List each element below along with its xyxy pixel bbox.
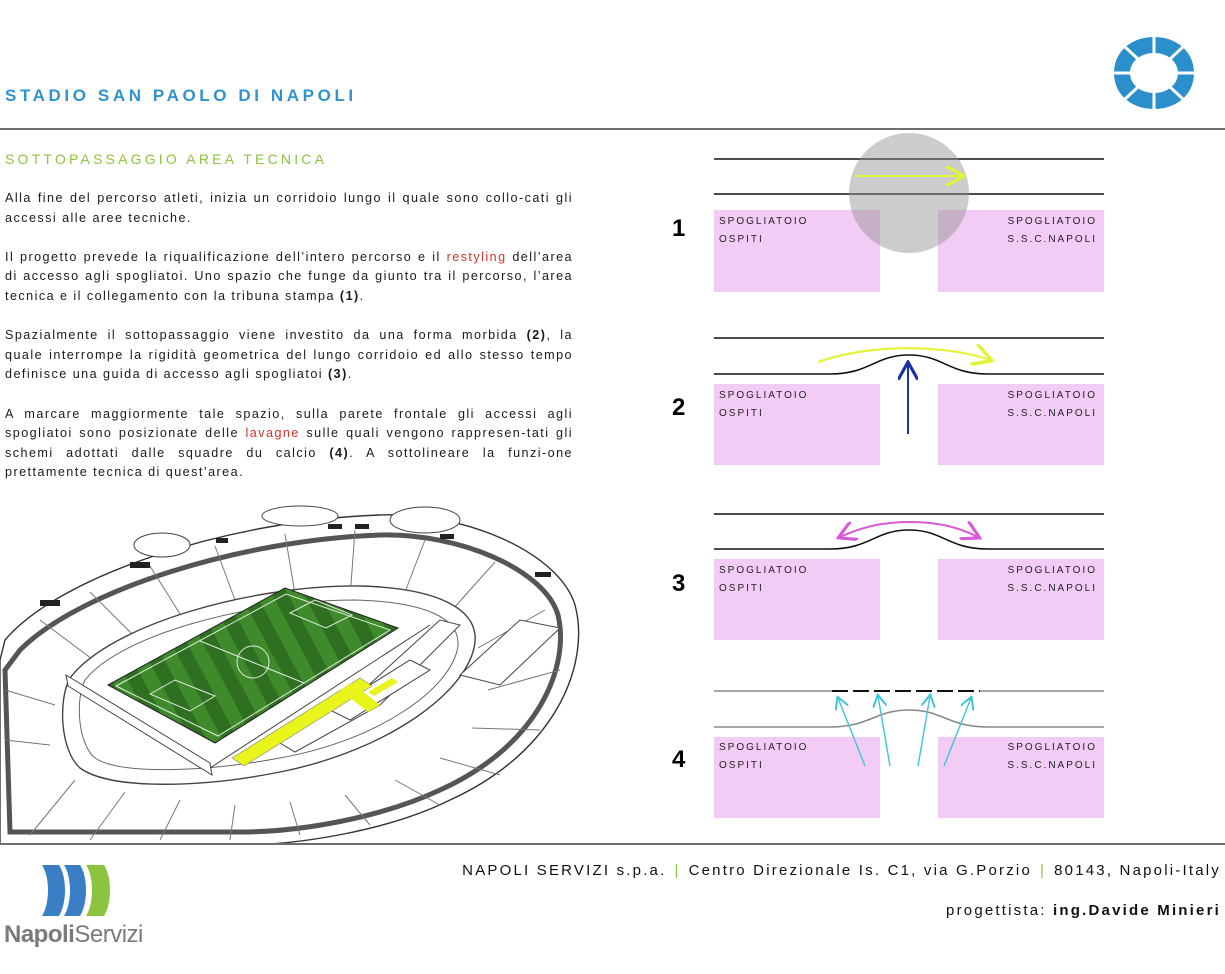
room-label: OSPITI <box>719 234 764 245</box>
paragraph-1: Alla fine del percorso atleti, inizia un corridoio lungo il quale sono collo-cati gli accessi alle aree tecniche. <box>5 191 573 225</box>
highlight-lavagne: lavagne <box>245 426 300 441</box>
paragraph-2: Il progetto prevede la riqualificazione dell’intero percorso e il restyling dell’area di accesso agli spogliatoi. Uno spazio che funge da giunto tra il percorso, l’area tecnica e il collegamento con la tribuna stampa (1). <box>5 249 573 303</box>
diagram-number: 1 <box>672 215 686 242</box>
diagram-1 <box>672 133 1104 292</box>
diagram-3 <box>672 514 1104 640</box>
diagram-2 <box>672 338 1104 465</box>
room-label: S.S.C.NAPOLI <box>1007 234 1097 245</box>
page-title: STADIO SAN PAOLO DI NAPOLI <box>5 86 357 105</box>
section-title: SOTTOPASSAGGIO AREA TECNICA <box>5 151 328 167</box>
description-text <box>5 189 573 503</box>
room-label: SPOGLIATOIO <box>719 565 809 576</box>
room-label: S.S.C.NAPOLI <box>1007 583 1097 594</box>
diagram-number: 4 <box>672 746 686 773</box>
room-label: S.S.C.NAPOLI <box>1007 760 1097 771</box>
room-label: OSPITI <box>719 583 764 594</box>
paragraph-3: Spazialmente il sottopassaggio viene investito da una forma morbida (2), la quale interrompe la rigidità geometrica del lungo corridoio ed allo stesso tempo definisce una guida di accesso agli spogliatoi (3). <box>5 328 573 382</box>
stadium-ring-logo-icon <box>1110 34 1198 112</box>
room-label: SPOGLIATOIO <box>719 390 809 401</box>
footer-divider <box>0 843 1225 845</box>
room-label: OSPITI <box>719 408 764 419</box>
room-label: SPOGLIATOIO <box>719 742 809 753</box>
footer-designer: progettista: ing.Davide Minieri <box>946 902 1221 919</box>
napoli-servizi-logo-icon <box>4 863 124 919</box>
designer-name: ing.Davide Minieri <box>1053 902 1221 919</box>
highlight-restyling: restyling <box>446 249 507 264</box>
room-label: SPOGLIATOIO <box>1007 742 1097 753</box>
diagram-number: 2 <box>672 394 686 421</box>
room-label: OSPITI <box>719 760 764 771</box>
room-label: SPOGLIATOIO <box>1007 390 1097 401</box>
room-label: S.S.C.NAPOLI <box>1007 408 1097 419</box>
diagrams-panel <box>660 130 1120 830</box>
room-label: SPOGLIATOIO <box>1007 216 1097 227</box>
diagram-4 <box>672 691 1104 818</box>
napoli-servizi-logo-text: NapoliServizi <box>4 921 143 948</box>
diagram-number: 3 <box>672 570 686 597</box>
paragraph-4: A marcare maggiormente tale spazio, sulla parete frontale gli accessi agli spogliatoi sono posizionate delle lavagne sulle quali vengono rappresen-tati gli schemi adottati dalle squadre du calcio (4). A sottolineare la funzi-one prettamente tecnica di quest’area. <box>5 406 573 480</box>
company-city: 80143, Napoli-Italy <box>1054 862 1221 879</box>
stadium-illustration <box>0 500 590 845</box>
footer-contact: NAPOLI SERVIZI s.p.a. | Centro Direzionale Is. C1, via G.Porzio | 80143, Napoli-Italy <box>462 862 1221 879</box>
company-name: NAPOLI SERVIZI s.p.a. <box>462 862 667 879</box>
room-label: SPOGLIATOIO <box>1007 565 1097 576</box>
room-label: SPOGLIATOIO <box>719 216 809 227</box>
company-address: Centro Direzionale Is. C1, via G.Porzio <box>688 862 1032 879</box>
